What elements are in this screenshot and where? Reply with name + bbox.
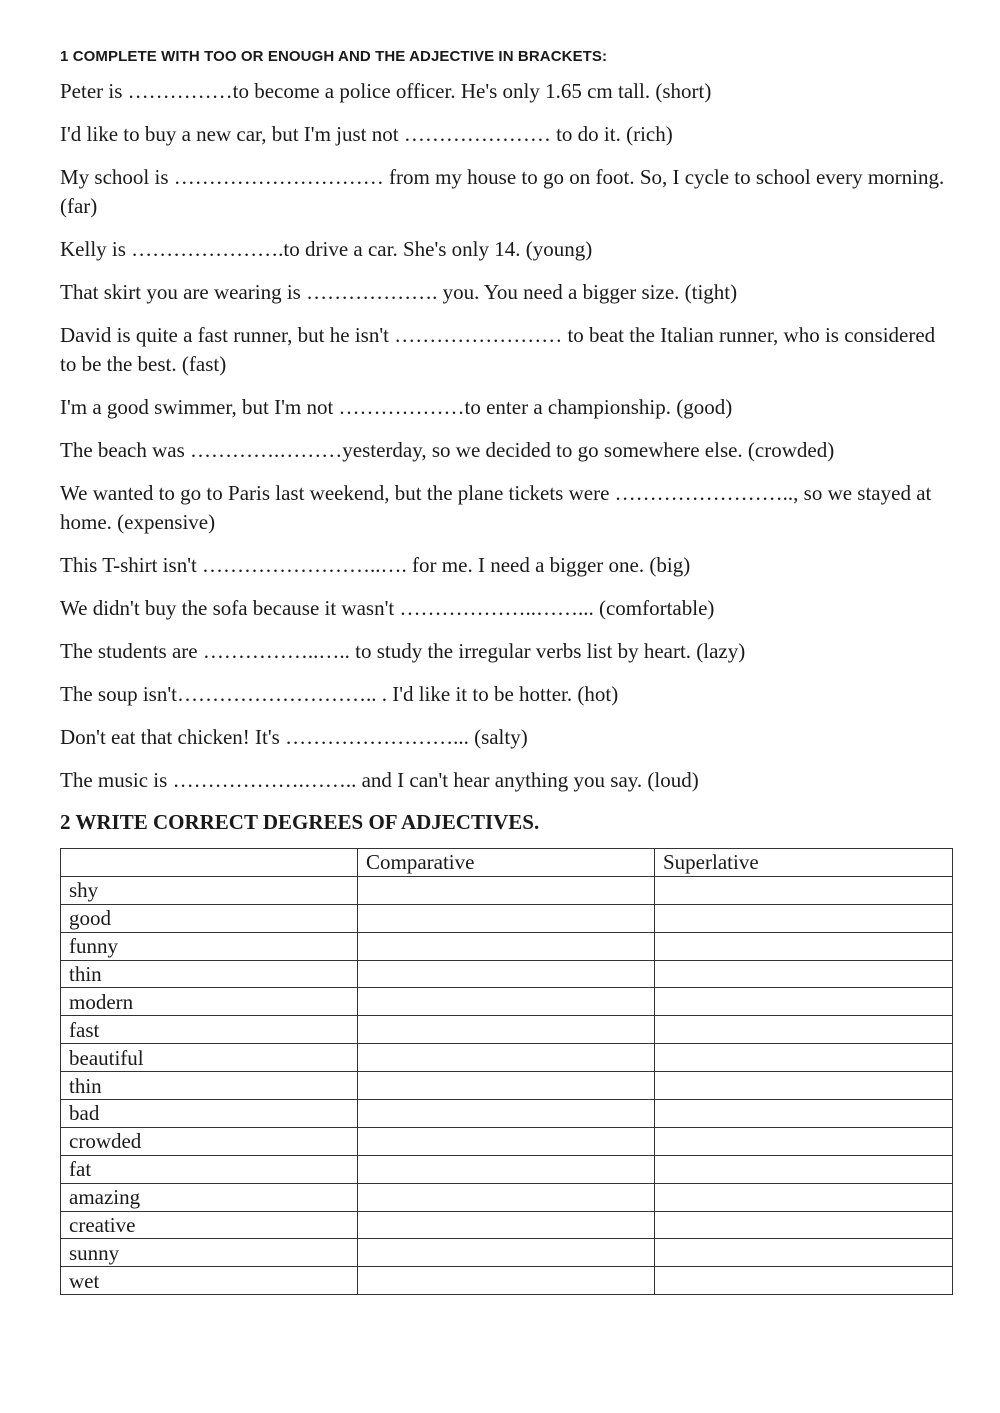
exercise-sentence: We didn't buy the sofa because it wasn't ………………..……... (comfortable) <box>60 596 715 620</box>
table-row <box>61 904 953 932</box>
superlative-cell[interactable] <box>655 1072 953 1100</box>
table-row <box>61 876 953 904</box>
adjective-cell: fat <box>61 1155 358 1183</box>
exercise-sentence: This T-shirt isn't ……………………..…. for me. I need a bigger one. (big) <box>60 553 691 577</box>
comparative-cell[interactable] <box>358 1016 655 1044</box>
superlative-cell[interactable] <box>655 1044 953 1072</box>
superlative-cell[interactable] <box>655 1239 953 1267</box>
exercise-sentence: We wanted to go to Paris last weekend, but the plane tickets were …………………….., so we stayed at home. (expensive) <box>60 481 932 534</box>
exercise-sentence: I'd like to buy a new car, but I'm just not ………………… to do it. (rich) <box>60 122 673 146</box>
comparative-cell[interactable] <box>358 1239 655 1267</box>
adjective-cell: beautiful <box>61 1044 358 1072</box>
table-row <box>61 960 953 988</box>
table-row <box>61 1100 953 1128</box>
adjective-cell: good <box>61 904 358 932</box>
section-1-title: 1 COMPLETE WITH TOO OR ENOUGH AND THE ADJECTIVE IN BRACKETS: <box>60 48 608 65</box>
comparative-cell[interactable] <box>358 1183 655 1211</box>
exercise-sentence: The students are ……………..….. to study the irregular verbs list by heart. (lazy) <box>60 639 746 663</box>
adjective-cell: creative <box>61 1211 358 1239</box>
adjective-cell: thin <box>61 960 358 988</box>
table-row <box>61 932 953 960</box>
table-row <box>61 1016 953 1044</box>
comparative-cell[interactable] <box>358 1211 655 1239</box>
table-row <box>61 1072 953 1100</box>
table-row <box>61 1267 953 1295</box>
comparative-cell[interactable] <box>358 1100 655 1128</box>
comparative-cell[interactable] <box>358 1127 655 1155</box>
superlative-cell[interactable] <box>655 1155 953 1183</box>
table-row <box>61 1239 953 1267</box>
exercise-1-list <box>60 77 952 795</box>
superlative-cell[interactable] <box>655 904 953 932</box>
comparative-cell[interactable] <box>358 1155 655 1183</box>
table-row <box>61 1127 953 1155</box>
superlative-cell[interactable] <box>655 1211 953 1239</box>
superlative-cell[interactable] <box>655 932 953 960</box>
comparative-cell[interactable] <box>358 1044 655 1072</box>
comparative-cell[interactable] <box>358 876 655 904</box>
superlative-cell[interactable] <box>655 876 953 904</box>
exercise-sentence: The music is ……………….…….. and I can't hear anything you say. (loud) <box>60 768 699 792</box>
table-row <box>61 1183 953 1211</box>
table-row <box>61 1044 953 1072</box>
adjective-cell: amazing <box>61 1183 358 1211</box>
exercise-sentence: Don't eat that chicken! It's ……………………... (salty) <box>60 725 528 749</box>
worksheet-page <box>60 48 952 1295</box>
comparative-cell[interactable] <box>358 1267 655 1295</box>
comparative-cell[interactable] <box>358 932 655 960</box>
comparative-cell[interactable] <box>358 1072 655 1100</box>
adjective-cell: funny <box>61 932 358 960</box>
section-2-title: 2 WRITE CORRECT DEGREES OF ADJECTIVES. <box>60 810 540 834</box>
superlative-cell[interactable] <box>655 1127 953 1155</box>
table-row <box>61 1155 953 1183</box>
adjective-cell: bad <box>61 1100 358 1128</box>
adjective-cell: wet <box>61 1267 358 1295</box>
adjective-cell: crowded <box>61 1127 358 1155</box>
adjective-cell: thin <box>61 1072 358 1100</box>
adjective-cell: sunny <box>61 1239 358 1267</box>
header-superlative: Superlative <box>655 849 953 877</box>
superlative-cell[interactable] <box>655 1183 953 1211</box>
comparative-cell[interactable] <box>358 988 655 1016</box>
exercise-sentence: That skirt you are wearing is ………………. you. You need a bigger size. (tight) <box>60 280 738 304</box>
superlative-cell[interactable] <box>655 960 953 988</box>
exercise-sentence: I'm a good swimmer, but I'm not ………………to enter a championship. (good) <box>60 395 733 419</box>
adjective-cell: shy <box>61 876 358 904</box>
adjective-cell: fast <box>61 1016 358 1044</box>
exercise-sentence: The soup isn't……………………….. . I'd like it to be hotter. (hot) <box>60 682 619 706</box>
header-adjective <box>61 849 358 877</box>
exercise-sentence: Kelly is ………………….to drive a car. She's only 14. (young) <box>60 237 593 261</box>
adjective-cell: modern <box>61 988 358 1016</box>
comparative-cell[interactable] <box>358 960 655 988</box>
table-row <box>61 988 953 1016</box>
exercise-sentence: Peter is ……………to become a police officer. He's only 1.65 cm tall. (short) <box>60 79 712 103</box>
degrees-table <box>60 848 953 1295</box>
table-row <box>61 1211 953 1239</box>
superlative-cell[interactable] <box>655 1016 953 1044</box>
exercise-sentence: The beach was ………….………yesterday, so we decided to go somewhere else. (crowded) <box>60 438 835 462</box>
exercise-sentence: My school is ………………………… from my house to go on foot. So, I cycle to school every morning. (far) <box>60 165 945 218</box>
superlative-cell[interactable] <box>655 1100 953 1128</box>
table-header-row <box>61 849 953 877</box>
superlative-cell[interactable] <box>655 1267 953 1295</box>
superlative-cell[interactable] <box>655 988 953 1016</box>
comparative-cell[interactable] <box>358 904 655 932</box>
header-comparative: Comparative <box>358 849 655 877</box>
exercise-sentence: David is quite a fast runner, but he isn't …………………… to beat the Italian runner, who is considered to be the best. (fast) <box>60 323 936 376</box>
